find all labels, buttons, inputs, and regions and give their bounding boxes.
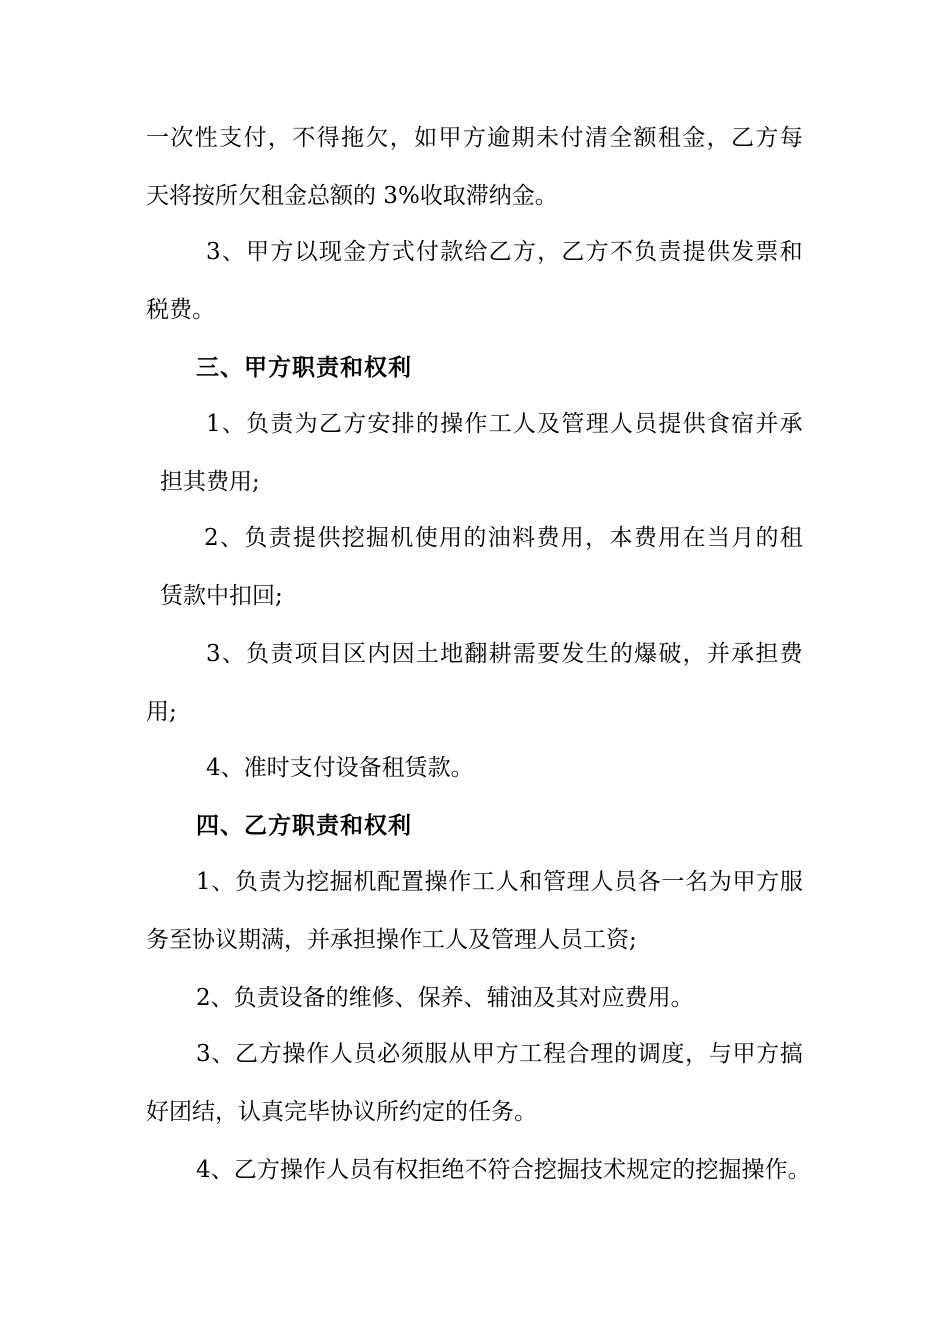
text-glyph: 及 bbox=[537, 411, 561, 437]
text-glyph: 发 bbox=[561, 641, 585, 667]
paragraph-line bbox=[206, 640, 803, 668]
text-glyph: 地 bbox=[440, 641, 464, 667]
text-glyph: 掘 bbox=[366, 525, 390, 551]
text-glyph: 式 bbox=[391, 239, 415, 265]
text-glyph: 工 bbox=[519, 1041, 543, 1067]
text-glyph: 置 bbox=[400, 869, 424, 895]
text-glyph: 给 bbox=[464, 239, 488, 265]
text-glyph: 服 bbox=[779, 869, 803, 895]
paragraph-line bbox=[206, 410, 803, 438]
text-glyph: 方 bbox=[755, 125, 779, 151]
section-heading: 三、甲方职责和权利 bbox=[196, 354, 412, 381]
text-glyph: 承 bbox=[779, 411, 803, 437]
text-glyph: 责 bbox=[270, 641, 294, 667]
text-glyph: 机 bbox=[353, 869, 377, 895]
text-glyph: 理 bbox=[585, 411, 609, 437]
text-glyph: 清 bbox=[584, 125, 608, 151]
text-glyph: 作 bbox=[303, 1157, 327, 1183]
text-glyph: 用 bbox=[560, 525, 584, 551]
text-glyph: 提 bbox=[293, 525, 317, 551]
text-glyph: 性 bbox=[194, 125, 218, 151]
text-glyph: 宿 bbox=[731, 411, 755, 437]
text-glyph: 租 bbox=[779, 525, 803, 551]
text-glyph: 不 bbox=[292, 125, 316, 151]
text-glyph: 内 bbox=[367, 641, 391, 667]
paragraph-line bbox=[204, 524, 803, 552]
text-glyph: 作 bbox=[764, 1157, 788, 1183]
paragraph-line bbox=[196, 1040, 803, 1068]
text-glyph: 乙 bbox=[233, 1157, 257, 1183]
text-glyph: 费 bbox=[779, 641, 803, 667]
text-glyph: 操 bbox=[282, 1041, 306, 1067]
text-glyph: 现 bbox=[318, 239, 342, 265]
text-glyph: 负 bbox=[246, 641, 270, 667]
text-glyph: 人 bbox=[326, 1157, 350, 1183]
text-glyph: 4 bbox=[196, 1157, 211, 1183]
text-glyph: 甲 bbox=[732, 1041, 756, 1067]
text-glyph: 服 bbox=[424, 1041, 448, 1067]
text-glyph: 3 bbox=[206, 239, 221, 265]
text-glyph: 当 bbox=[706, 525, 730, 551]
text-glyph: 合 bbox=[510, 1157, 534, 1183]
text-glyph: 排 bbox=[391, 411, 415, 437]
text-glyph: 方 bbox=[585, 239, 609, 265]
text-glyph: ， bbox=[706, 125, 730, 151]
text-glyph: 员 bbox=[353, 1041, 377, 1067]
text-glyph: 金 bbox=[343, 239, 367, 265]
text-glyph: 管 bbox=[561, 411, 585, 437]
text-glyph: 翻 bbox=[464, 641, 488, 667]
text-glyph: 甲 bbox=[438, 125, 462, 151]
paragraph-line: 税费。 bbox=[146, 297, 215, 323]
text-glyph: 责 bbox=[270, 411, 294, 437]
text-glyph: 方 bbox=[343, 411, 367, 437]
text-glyph: 方 bbox=[512, 239, 536, 265]
paragraph-line: 赁款中扣回; bbox=[160, 583, 283, 609]
text-glyph: 挖 bbox=[695, 1157, 719, 1183]
text-glyph: 土 bbox=[415, 641, 439, 667]
text-glyph: 因 bbox=[391, 641, 415, 667]
text-glyph: 款 bbox=[440, 239, 464, 265]
text-glyph: 提 bbox=[682, 239, 706, 265]
text-glyph: 需 bbox=[512, 641, 536, 667]
text-glyph: 负 bbox=[235, 869, 259, 895]
text-glyph: 甲 bbox=[471, 1041, 495, 1067]
text-glyph: 绝 bbox=[441, 1157, 465, 1183]
text-glyph: 合 bbox=[566, 1041, 590, 1067]
text-glyph: 月 bbox=[731, 525, 755, 551]
text-glyph: 逾 bbox=[487, 125, 511, 151]
paragraph-line: 担其费用; bbox=[160, 469, 260, 495]
text-glyph: 料 bbox=[512, 525, 536, 551]
text-glyph: 名 bbox=[685, 869, 709, 895]
text-glyph: 员 bbox=[614, 869, 638, 895]
text-glyph: 方 bbox=[756, 869, 780, 895]
text-glyph: 并 bbox=[755, 411, 779, 437]
text-glyph: 的 bbox=[614, 1041, 638, 1067]
text-glyph: 。 bbox=[787, 1157, 811, 1183]
text-glyph: 掘 bbox=[329, 869, 353, 895]
text-glyph: 不 bbox=[464, 1157, 488, 1183]
text-glyph: 租 bbox=[657, 125, 681, 151]
text-glyph: 、 bbox=[210, 1157, 234, 1183]
paragraph-line bbox=[206, 238, 803, 266]
text-glyph: 3 bbox=[196, 1041, 211, 1067]
text-glyph: 不 bbox=[609, 239, 633, 265]
text-glyph: 供 bbox=[682, 411, 706, 437]
text-glyph: 理 bbox=[590, 1041, 614, 1067]
paragraph-line bbox=[196, 1156, 811, 1184]
text-glyph: 须 bbox=[400, 1041, 424, 1067]
text-glyph: 乙 bbox=[318, 411, 342, 437]
text-glyph: 操 bbox=[741, 1157, 765, 1183]
text-glyph: 付 bbox=[560, 125, 584, 151]
text-glyph: 技 bbox=[579, 1157, 603, 1183]
text-glyph: 有 bbox=[372, 1157, 396, 1183]
text-glyph: 1 bbox=[206, 411, 221, 437]
text-glyph: 为 bbox=[282, 869, 306, 895]
text-glyph: 机 bbox=[390, 525, 414, 551]
text-glyph: 方 bbox=[462, 125, 486, 151]
text-glyph: 本 bbox=[609, 525, 633, 551]
text-glyph: 权 bbox=[395, 1157, 419, 1183]
text-glyph: 3 bbox=[206, 641, 221, 667]
text-glyph: 的 bbox=[463, 525, 487, 551]
text-glyph: 甲 bbox=[246, 239, 270, 265]
text-glyph: 定 bbox=[649, 1157, 673, 1183]
text-glyph: 、 bbox=[211, 869, 235, 895]
text-glyph: 程 bbox=[542, 1041, 566, 1067]
paragraph-line: 务至协议期满，并承担操作工人及管理人员工资; bbox=[146, 927, 637, 953]
text-glyph: 拖 bbox=[341, 125, 364, 151]
text-glyph: 、 bbox=[221, 411, 245, 437]
paragraph-line: 用; bbox=[146, 699, 177, 725]
text-glyph: 的 bbox=[415, 411, 439, 437]
text-glyph: 掘 bbox=[556, 1157, 580, 1183]
text-glyph: 符 bbox=[487, 1157, 511, 1183]
text-glyph: 与 bbox=[708, 1041, 732, 1067]
text-glyph: 作 bbox=[464, 411, 488, 437]
text-glyph: 一 bbox=[661, 869, 685, 895]
text-glyph: 食 bbox=[706, 411, 730, 437]
text-glyph: 目 bbox=[318, 641, 342, 667]
text-glyph: 操 bbox=[440, 411, 464, 437]
text-glyph: 作 bbox=[448, 869, 472, 895]
text-glyph: 人 bbox=[590, 869, 614, 895]
text-glyph: ， bbox=[267, 125, 291, 151]
text-glyph: 要 bbox=[537, 641, 561, 667]
text-glyph: 破 bbox=[658, 641, 682, 667]
text-glyph: 、 bbox=[211, 1041, 235, 1067]
text-glyph: 甲 bbox=[732, 869, 756, 895]
text-glyph: 乙 bbox=[731, 125, 754, 151]
text-glyph: 费 bbox=[536, 525, 560, 551]
text-glyph: 和 bbox=[519, 869, 543, 895]
text-glyph: 方 bbox=[256, 1157, 280, 1183]
text-glyph: 未 bbox=[536, 125, 559, 151]
text-glyph: 责 bbox=[268, 525, 292, 551]
text-glyph: 的 bbox=[609, 641, 633, 667]
text-glyph: 方 bbox=[367, 239, 391, 265]
text-glyph: 如 bbox=[414, 125, 438, 151]
text-glyph: 负 bbox=[244, 525, 268, 551]
text-glyph: 各 bbox=[637, 869, 661, 895]
text-glyph: 得 bbox=[316, 125, 340, 151]
text-glyph: 配 bbox=[377, 869, 401, 895]
text-glyph: 乙 bbox=[561, 239, 585, 265]
text-glyph: 操 bbox=[279, 1157, 303, 1183]
text-glyph: 必 bbox=[377, 1041, 401, 1067]
text-glyph: 掘 bbox=[718, 1157, 742, 1183]
text-glyph: 欠 bbox=[365, 125, 389, 151]
text-glyph: 的 bbox=[672, 1157, 696, 1183]
text-glyph: 度 bbox=[661, 1041, 685, 1067]
text-glyph: 全 bbox=[609, 125, 633, 151]
text-glyph: 担 bbox=[755, 641, 779, 667]
text-glyph: ， bbox=[537, 239, 561, 265]
text-glyph: 用 bbox=[658, 525, 682, 551]
text-glyph: 负 bbox=[634, 239, 658, 265]
text-glyph: 乙 bbox=[235, 1041, 259, 1067]
text-glyph: 、 bbox=[219, 525, 243, 551]
text-glyph: 从 bbox=[448, 1041, 472, 1067]
text-glyph: 乙 bbox=[488, 239, 512, 265]
text-glyph: 爆 bbox=[634, 641, 658, 667]
text-glyph: 搞 bbox=[779, 1041, 803, 1067]
text-glyph: 使 bbox=[414, 525, 438, 551]
text-glyph: ， bbox=[585, 525, 609, 551]
text-glyph: 付 bbox=[243, 125, 267, 151]
text-glyph: 一 bbox=[146, 125, 169, 151]
text-glyph: 在 bbox=[682, 525, 706, 551]
text-glyph: 和 bbox=[779, 239, 803, 265]
text-glyph: 提 bbox=[658, 411, 682, 437]
text-glyph: 操 bbox=[424, 869, 448, 895]
text-glyph: 区 bbox=[343, 641, 367, 667]
text-glyph: 管 bbox=[542, 869, 566, 895]
text-glyph: 票 bbox=[755, 239, 779, 265]
text-glyph: 生 bbox=[585, 641, 609, 667]
text-glyph: 2 bbox=[204, 525, 219, 551]
text-glyph: 安 bbox=[367, 411, 391, 437]
text-glyph: ， bbox=[389, 125, 413, 151]
text-glyph: 方 bbox=[495, 1041, 519, 1067]
text-glyph: ， bbox=[682, 641, 706, 667]
paragraph-line: 4、准时支付设备租赁款。 bbox=[206, 755, 474, 781]
text-glyph: 项 bbox=[294, 641, 318, 667]
text-glyph: 次 bbox=[170, 125, 194, 151]
text-glyph: 额 bbox=[633, 125, 657, 151]
text-glyph: 规 bbox=[626, 1157, 650, 1183]
text-glyph: 的 bbox=[755, 525, 779, 551]
text-glyph: 理 bbox=[566, 869, 590, 895]
text-glyph: 挖 bbox=[306, 869, 330, 895]
text-glyph: 工 bbox=[488, 411, 512, 437]
text-glyph: 作 bbox=[306, 1041, 330, 1067]
text-glyph: 1 bbox=[196, 869, 211, 895]
text-glyph: 术 bbox=[603, 1157, 627, 1183]
text-glyph: 工 bbox=[471, 869, 495, 895]
text-glyph: 油 bbox=[487, 525, 511, 551]
section-heading: 四、乙方职责和权利 bbox=[196, 812, 412, 839]
text-glyph: 挖 bbox=[533, 1157, 557, 1183]
text-glyph: 人 bbox=[609, 411, 633, 437]
text-glyph: 每 bbox=[779, 125, 803, 151]
text-glyph: 人 bbox=[329, 1041, 353, 1067]
text-glyph: 方 bbox=[270, 239, 294, 265]
paragraph-line bbox=[146, 124, 803, 152]
text-glyph: 支 bbox=[219, 125, 243, 151]
text-glyph: 供 bbox=[317, 525, 341, 551]
text-glyph: 、 bbox=[221, 239, 245, 265]
text-glyph: 并 bbox=[706, 641, 730, 667]
paragraph-line: 天将按所欠租金总额的 3%收取滞纳金。 bbox=[146, 183, 558, 209]
paragraph-line: 2、负责设备的维修、保养、辅油及其对应费用。 bbox=[196, 985, 694, 1011]
text-glyph: 人 bbox=[512, 411, 536, 437]
text-glyph: 、 bbox=[221, 641, 245, 667]
text-glyph: 耕 bbox=[488, 641, 512, 667]
paragraph-line: 好团结，认真完毕协议所约定的任务。 bbox=[146, 1099, 537, 1125]
paragraph-line bbox=[196, 868, 803, 896]
text-glyph: 付 bbox=[415, 239, 439, 265]
text-glyph: 责 bbox=[658, 239, 682, 265]
text-glyph: ， bbox=[685, 1041, 709, 1067]
text-glyph: 为 bbox=[708, 869, 732, 895]
text-glyph: 人 bbox=[495, 869, 519, 895]
text-glyph: 以 bbox=[294, 239, 318, 265]
text-glyph: 期 bbox=[511, 125, 535, 151]
text-glyph: 为 bbox=[294, 411, 318, 437]
text-glyph: 方 bbox=[258, 1041, 282, 1067]
text-glyph: 用 bbox=[439, 525, 463, 551]
text-glyph: 承 bbox=[731, 641, 755, 667]
text-glyph: 挖 bbox=[341, 525, 365, 551]
text-glyph: 方 bbox=[756, 1041, 780, 1067]
text-glyph: 供 bbox=[706, 239, 730, 265]
text-glyph: 发 bbox=[731, 239, 755, 265]
text-glyph: 员 bbox=[634, 411, 658, 437]
text-glyph: 金 bbox=[682, 125, 706, 151]
text-glyph: 费 bbox=[633, 525, 657, 551]
text-glyph: 拒 bbox=[418, 1157, 442, 1183]
text-glyph: 调 bbox=[637, 1041, 661, 1067]
text-glyph: 员 bbox=[349, 1157, 373, 1183]
text-glyph: 负 bbox=[246, 411, 270, 437]
text-glyph: 责 bbox=[258, 869, 282, 895]
